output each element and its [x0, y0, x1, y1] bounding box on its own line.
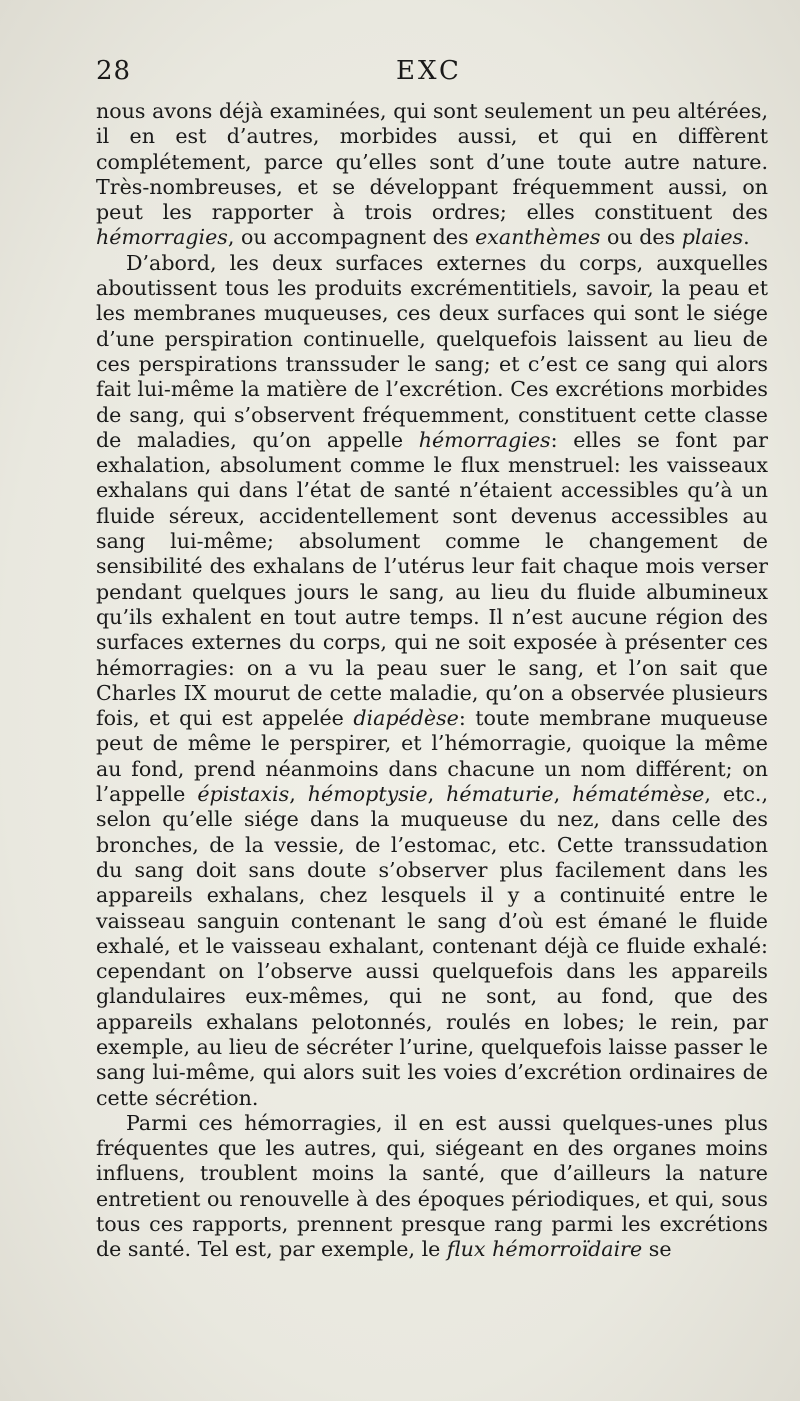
- running-head: EXC: [396, 56, 462, 86]
- italic-term: diapédèse: [353, 706, 459, 731]
- text-run: ,: [427, 782, 447, 807]
- text-run: : elles se font par exhalation, absolument comme le flux menstruel: les vaisseaux exhalans qui dans l’état de santé n’étaient accessibles qu’à un fluide séreux, accidentellement sont devenus accessibles au sang lui-même; absolument comme le changement de sensibilité des exhalans de l’utérus leur fait chaque mois verser pendant quelques jours le sang, au lieu du fluide albumineux qu’ils exhalent en tout autre temps. Il n’est aucune région des surfaces externes du corps, qui ne soit exposée à présenter ces hémorragies: on a vu la peau suer le sang, et l’on sait que Charles IX mourut de cette maladie, qu’on a observée plusieurs fois, et qui est appelée: [96, 427, 768, 731]
- text-run: : toute membrane muqueuse peut de même le perspirer, et l’hémorragie, quoique la même au fond, prend néanmoins dans chacune un nom différent; on l’appelle: [96, 706, 768, 807]
- italic-term: flux hémorroïdaire: [446, 1237, 643, 1262]
- body-text: [96, 99, 768, 1263]
- paragraph-3: [96, 1111, 768, 1263]
- paragraph-2: [96, 251, 768, 1111]
- text-run: Parmi ces hémorragies, il en est aussi quelques-unes plus fréquentes que les autres, qui, siégeant en des organes moins influens, troublent moins la santé, que d’ailleurs la nature entretient ou renouvelle à des époques périodiques, et qui, sous tous ces rapports, prennent presque rang parmi les excrétions de santé. Tel est, par exemple, le: [96, 1110, 768, 1262]
- text-run: nous avons déjà examinées, qui sont seulement un peu altérées, il en est d’autres, morbides aussi, et qui en diffèrent complétement, parce qu’elles sont d’une toute autre nature. Très-nombreuses, et se développant fréquemment aussi, on peut les rapporter à trois ordres; elles constituent des: [96, 99, 768, 225]
- italic-term: hémorragies: [96, 225, 228, 250]
- italic-term: hémoptysie: [307, 782, 428, 807]
- italic-term: exanthèmes: [475, 225, 601, 250]
- italic-term: hématurie: [446, 782, 554, 807]
- page-number: 28: [96, 56, 132, 86]
- italic-term: hémorragies: [418, 427, 551, 452]
- text-run: , etc., selon qu’elle siége dans la muqueuse du nez, dans celle des bronches, de la vessie, de l’estomac, etc. Cette transsudation du sang doit sans doute s’observer plus facilement dans les appareils exhalans, chez lesquels il y a continuité entre le vaisseau sanguin contenant le sang d’où est émané le fluide exhalé, et le vaisseau exhalant, contenant déjà ce fluide exhalé: cependant on l’observe aussi quelquefois dans les appareils glandulaires eux-mêmes, qui ne sont, au fond, que des appareils exhalans pelotonnés, roulés en lobes; le rein, par exemple, au lieu de sécréter l’urine, quelquefois laisse passer le sang lui-même, qui alors suit les voies d’excrétion ordinaires de cette sécrétion.: [96, 782, 769, 1110]
- paragraph-1: [96, 99, 768, 251]
- text-run: ,: [289, 782, 308, 807]
- text-run: , ou accompagnent des: [227, 225, 476, 250]
- text-run: ou des: [600, 225, 682, 250]
- text-run: D’abord, les deux surfaces externes du corps, auxquelles aboutissent tous les produits excrémentitiels, savoir, la peau et les membranes muqueuses, ces deux surfaces qui sont le siége d’une perspiration continuelle, quelquefois laissent au lieu de ces perspirations transsuder le sang; et c’est ce sang qui alors fait lui-même la matière de l’excrétion. Ces excrétions morbides de sang, qui s’observent fréquemment, constituent cette classe de maladies, qu’on appelle: [96, 250, 768, 452]
- text-run: .: [743, 225, 750, 250]
- text-run: se: [642, 1237, 672, 1262]
- text-run: ,: [553, 782, 573, 807]
- page-header: [96, 56, 776, 96]
- italic-term: épistaxis: [197, 782, 290, 807]
- italic-term: hématémèse: [572, 782, 705, 807]
- italic-term: plaies: [681, 225, 744, 250]
